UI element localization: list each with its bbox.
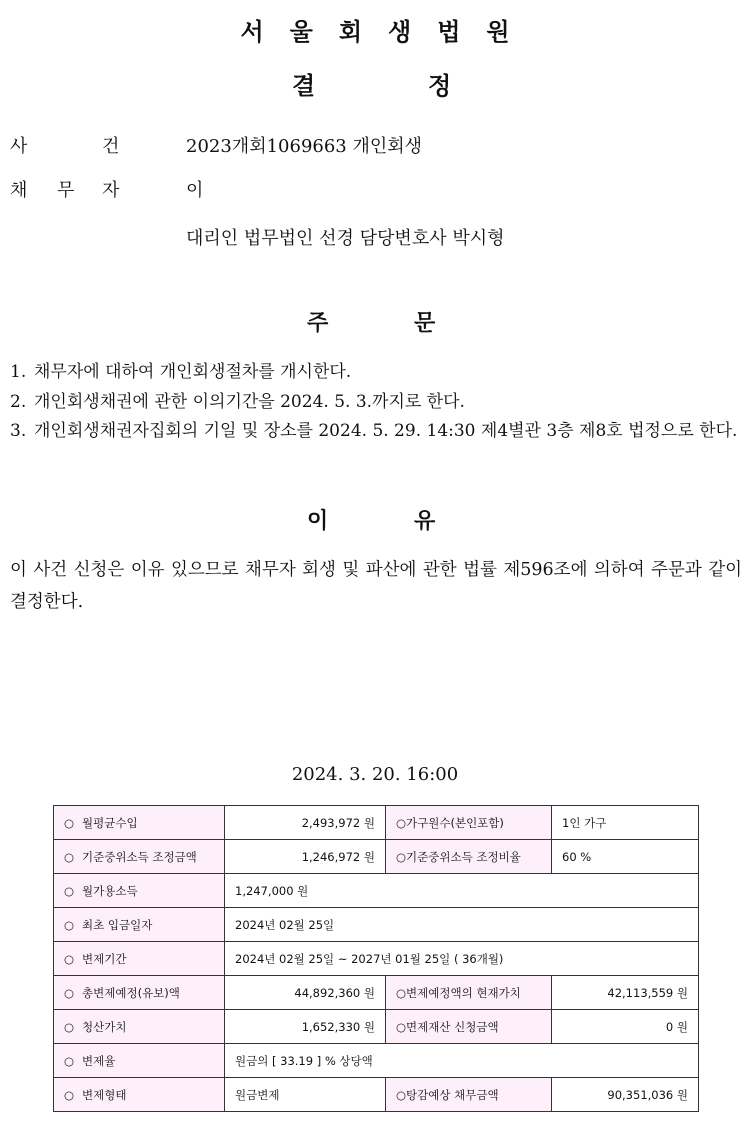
order-item-number: 1. (10, 362, 27, 382)
case-number: 2023개회1069663 개인회생 (186, 136, 423, 157)
reduced-debt-value: 90,351,036 원 (552, 1078, 699, 1112)
court-name-char: 회 (338, 18, 362, 46)
reduced-debt-label: 탕감예상 채무금액 (406, 1087, 499, 1102)
table-header-cell (54, 1078, 225, 1112)
table-header-cell (54, 806, 225, 840)
table-row (54, 908, 699, 942)
order-item-text: 채무자에 대하여 개인회생절차를 개시한다. (34, 362, 352, 382)
exempt-property-value: 0 원 (552, 1010, 699, 1044)
table-header-cell (54, 976, 225, 1010)
available-income-label: 월가용소득 (82, 883, 138, 898)
table-header-cell (386, 840, 552, 874)
debtor-name: 이 (186, 180, 204, 201)
circle-bullet-icon: ○ (396, 985, 407, 1000)
order-item-number: 2. (10, 392, 27, 412)
monthly-income-value: 2,493,972 원 (225, 806, 386, 840)
median-ratio-label: 기준중위소득 조정비율 (406, 849, 521, 864)
table-row (54, 806, 699, 840)
reason-heading-char: 이 (307, 509, 329, 534)
liquidation-label: 청산가치 (82, 1019, 127, 1034)
repayment-type-value: 원금변제 (225, 1078, 386, 1112)
table-row (54, 840, 699, 874)
repayment-rate-label: 변제율 (82, 1053, 116, 1068)
table-header-cell (54, 840, 225, 874)
table-row (54, 1078, 699, 1112)
circle-bullet-icon: ○ (64, 849, 75, 864)
reason-heading-char: 유 (414, 509, 436, 534)
table-header-cell (54, 874, 225, 908)
repayment-summary-table (53, 805, 699, 1112)
order-item (10, 357, 742, 387)
repayment-rate-value: 원금의 [ 33.19 ] % 상당액 (225, 1044, 699, 1078)
repayment-type-label: 변제형태 (82, 1087, 127, 1102)
circle-bullet-icon: ○ (396, 1087, 407, 1102)
total-repayment-value: 44,892,360 원 (225, 976, 386, 1010)
debtor-label-char: 자 (102, 180, 120, 201)
circle-bullet-icon: ○ (396, 849, 407, 864)
order-item-number: 3. (10, 421, 27, 441)
circle-bullet-icon: ○ (64, 1087, 75, 1102)
debtor-label-char: 무 (57, 180, 75, 201)
household-value: 1인 가구 (552, 806, 699, 840)
table-header-cell (54, 1010, 225, 1044)
court-name (0, 12, 750, 47)
table-header-cell (386, 1010, 552, 1044)
order-item-text: 개인회생채권자집회의 기일 및 장소를 2024. 5. 29. 14:30 제4별관 3층 제8호 법정으로 한다. (34, 421, 738, 441)
court-name-char: 울 (289, 18, 313, 46)
decision-datetime: 2024. 3. 20. 16:00 (291, 764, 459, 785)
document-title-char: 결 (292, 72, 316, 100)
median-ratio-value: 60 % (552, 840, 699, 874)
document-title-char: 정 (428, 72, 452, 100)
first-payment-label: 최초 입금일자 (82, 917, 153, 932)
table-row (54, 874, 699, 908)
table-header-cell (386, 976, 552, 1010)
court-name-char: 법 (437, 18, 461, 46)
table-row (54, 1044, 699, 1078)
first-payment-value: 2024년 02월 25일 (225, 908, 699, 942)
median-income-label: 기준중위소득 조정금액 (82, 849, 197, 864)
total-repayment-label: 총변제예정(유보)액 (82, 985, 180, 1000)
case-label-char: 건 (102, 136, 120, 157)
order-item (10, 416, 742, 476)
liquidation-value: 1,652,330 원 (225, 1010, 386, 1044)
order-item (10, 387, 742, 417)
order-heading-char: 주 (307, 311, 329, 336)
order-item-text: 개인회생채권에 관한 이의기간을 2024. 5. 3.까지로 한다. (34, 392, 465, 412)
court-name-char: 원 (486, 18, 510, 46)
debtor-agent: 대리인 법무법인 선경 담당변호사 박시형 (186, 228, 505, 249)
circle-bullet-icon: ○ (64, 815, 75, 830)
repayment-period-label: 변제기간 (82, 951, 127, 966)
table-header-cell (54, 942, 225, 976)
table-header-cell (386, 806, 552, 840)
case-label-char: 사 (10, 136, 28, 157)
circle-bullet-icon: ○ (396, 815, 407, 830)
table-header-cell (386, 1078, 552, 1112)
table-row (54, 976, 699, 1010)
median-income-value: 1,246,972 원 (225, 840, 386, 874)
table-header-cell (54, 908, 225, 942)
exempt-property-label: 면제재산 신청금액 (406, 1019, 499, 1034)
table-header-cell (54, 1044, 225, 1078)
debtor-label-char: 채 (10, 180, 28, 201)
household-label: 가구원수(본인포함) (406, 815, 504, 830)
circle-bullet-icon: ○ (64, 951, 75, 966)
circle-bullet-icon: ○ (64, 917, 75, 932)
circle-bullet-icon: ○ (64, 883, 75, 898)
table-row (54, 1010, 699, 1044)
court-name-char: 서 (240, 18, 264, 46)
circle-bullet-icon: ○ (396, 1019, 407, 1034)
present-value-value: 42,113,559 원 (552, 976, 699, 1010)
circle-bullet-icon: ○ (64, 1019, 75, 1034)
circle-bullet-icon: ○ (64, 1053, 75, 1068)
available-income-value: 1,247,000 원 (225, 874, 699, 908)
circle-bullet-icon: ○ (64, 985, 75, 1000)
present-value-label: 변제예정액의 현재가치 (406, 985, 521, 1000)
reason-text: 이 사건 신청은 이유 있으므로 채무자 회생 및 파산에 관한 법률 제596조에 의하여 주문과 같이 결정한다. (10, 560, 742, 612)
order-heading-char: 문 (414, 311, 436, 336)
table-row (54, 942, 699, 976)
repayment-period-value: 2024년 02월 25일 ~ 2027년 01월 25일 ( 36개월) (225, 942, 699, 976)
court-name-char: 생 (388, 18, 412, 46)
monthly-income-label: 월평균수입 (82, 815, 138, 830)
